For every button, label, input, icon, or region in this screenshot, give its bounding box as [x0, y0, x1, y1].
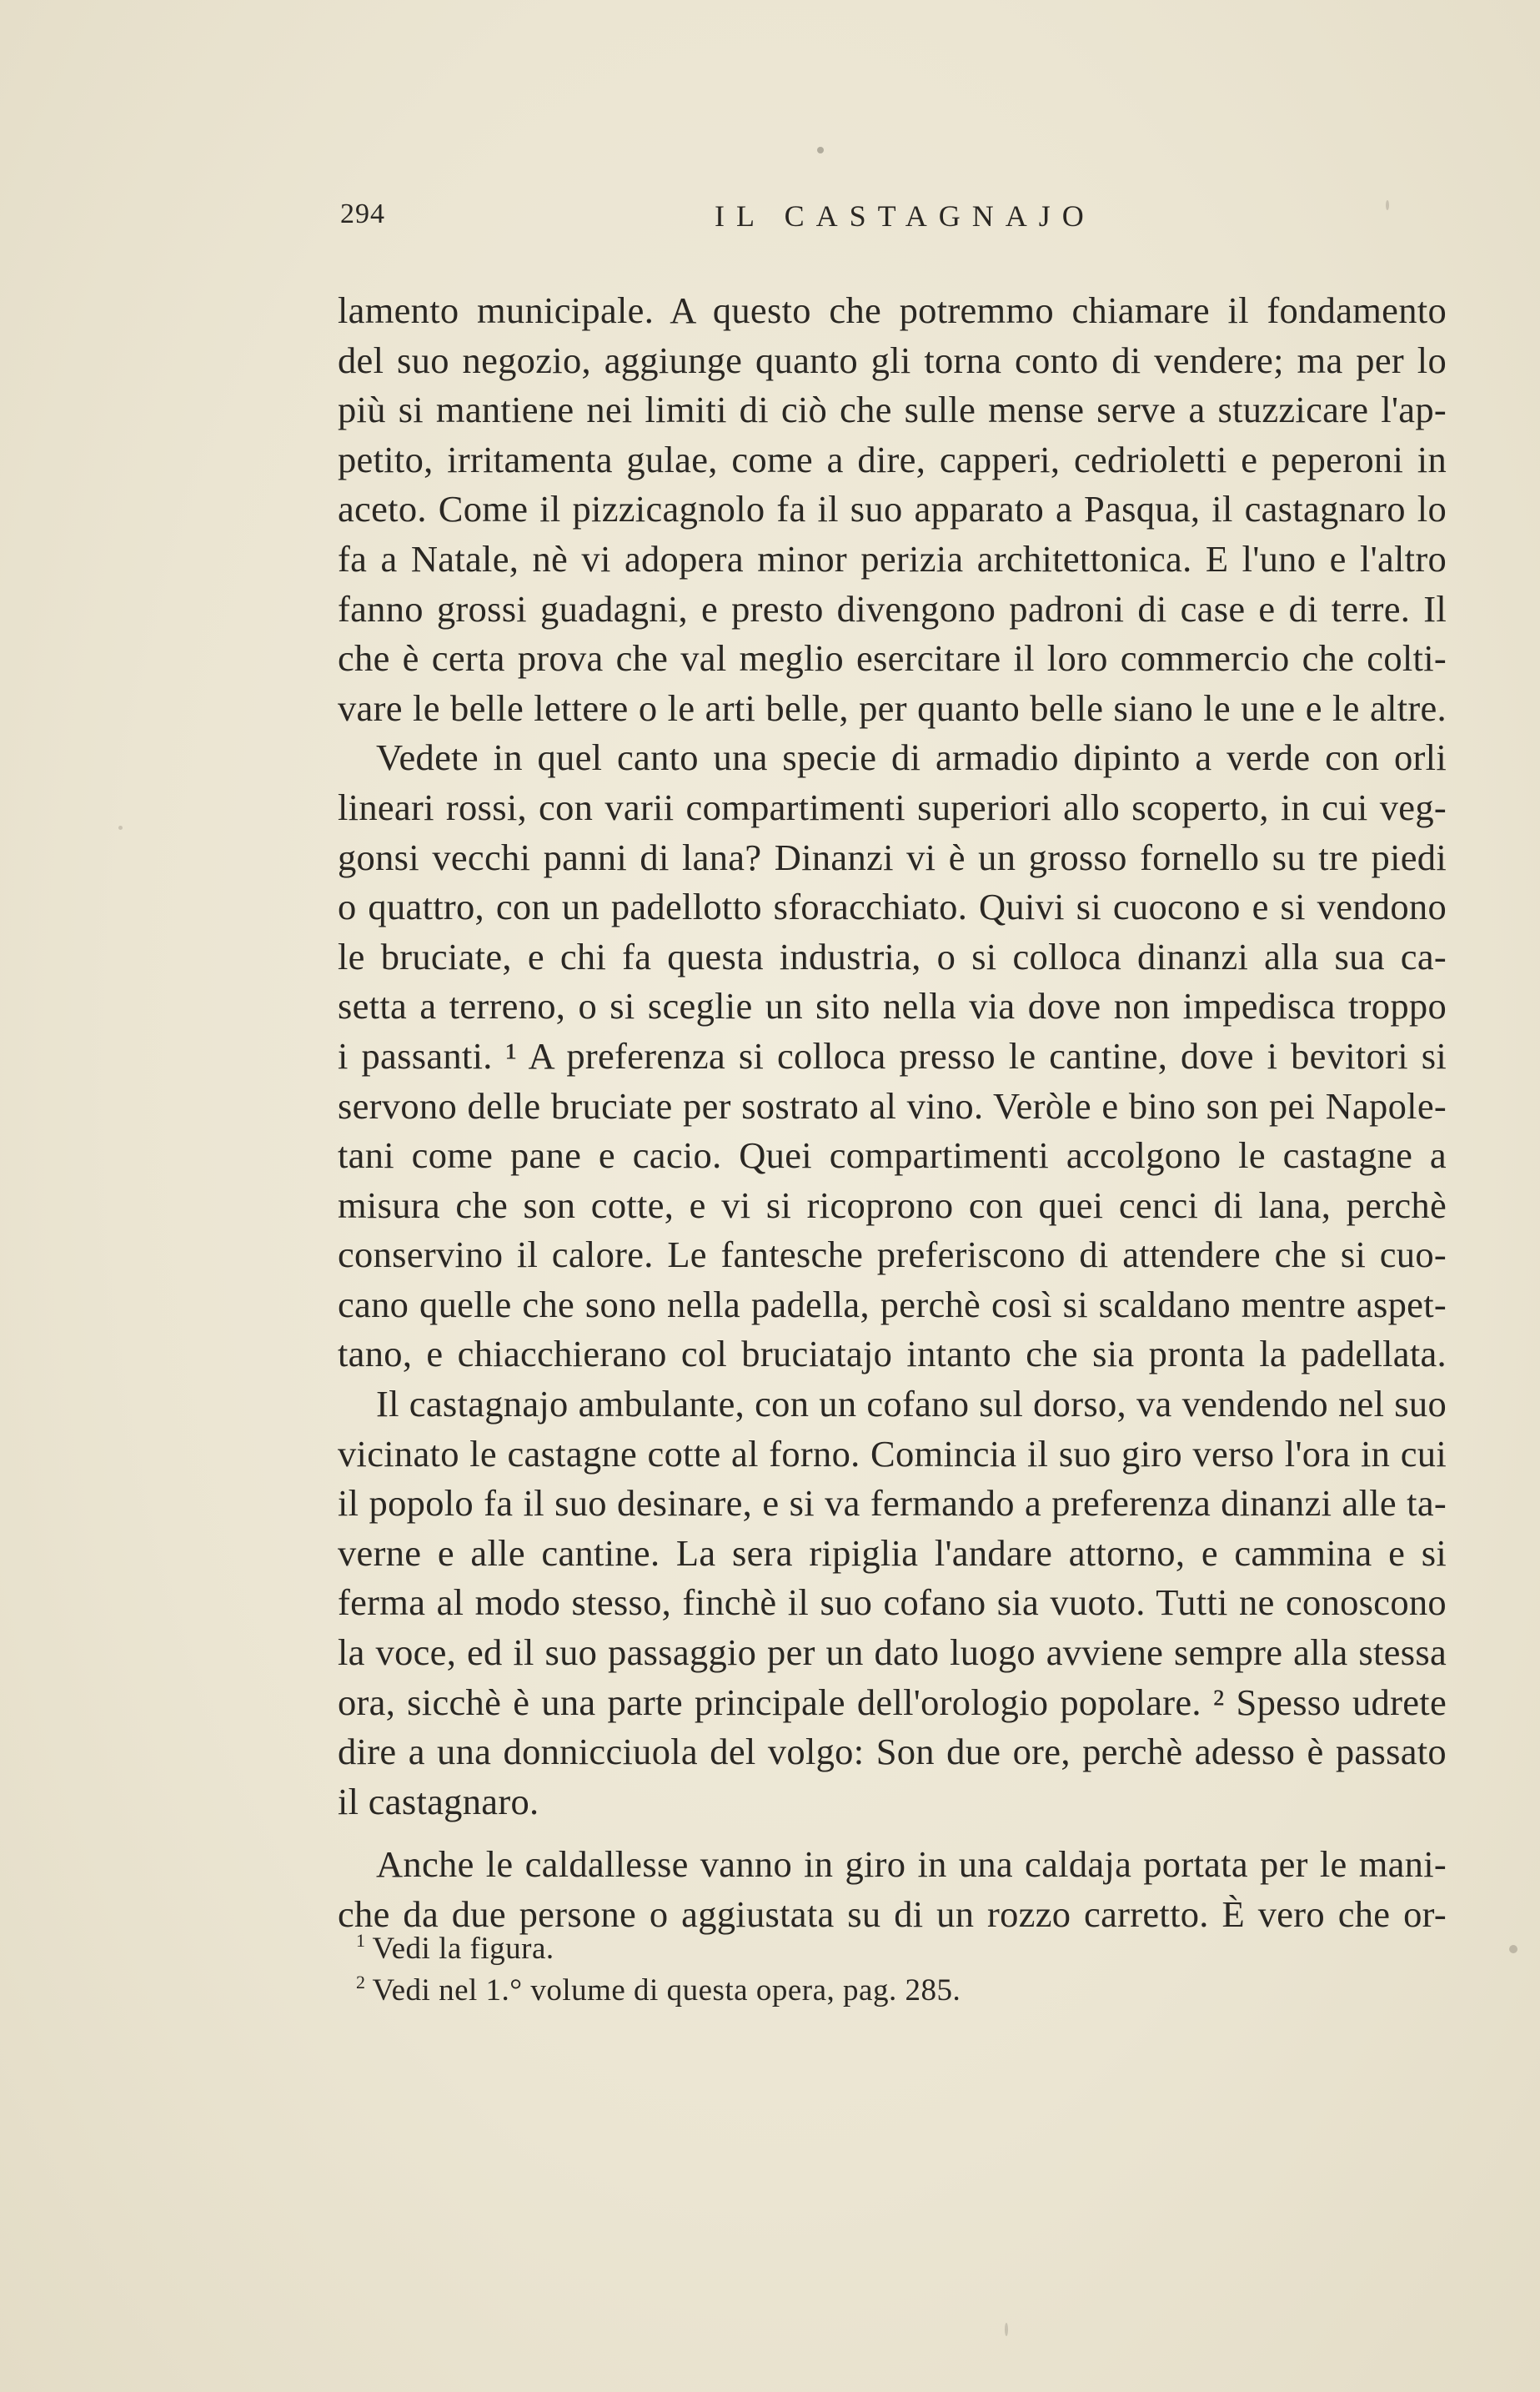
paper-speck [118, 826, 123, 830]
text-line: vicinato le castagne cotte al forno. Comincia il suo giro verso l'ora in cui [338, 1432, 1447, 1475]
footnote-text: Vedi la figura. [372, 1932, 554, 1966]
text-line: gonsi vecchi panni di lana? Dinanzi vi è un grosso fornello su tre piedi [338, 836, 1447, 878]
text-line: il popolo fa il suo desinare, e si va fermando a preferenza dinanzi alle ta- [338, 1482, 1447, 1525]
text-line: fanno grossi guadagni, e presto divengono padroni di case e di terre. Il [338, 587, 1447, 630]
footnote-mark: 2 [356, 1972, 366, 1992]
text-line: tano, e chiacchierano col bruciatajo intanto che sia pronta la padellata. [338, 1333, 1447, 1375]
text-line: aceto. Come il pizzicagnolo fa il suo apparato a Pasqua, il castagnaro lo [338, 488, 1447, 530]
text-line: il castagnaro. [338, 1780, 539, 1822]
text-line: Il castagnajo ambulante, con un cofano sul dorso, va vendendo nel suo [376, 1383, 1447, 1425]
text-line: la voce, ed il suo passaggio per un dato luogo avviene sempre alla stessa [338, 1631, 1447, 1674]
paragraph-3 [338, 1379, 1447, 1827]
paragraph-1 [338, 286, 1447, 733]
footnote-text: Vedi nel 1.° volume di questa opera, pag. 285. [372, 1973, 961, 2008]
text-line: conservino il calore. Le fantesche preferiscono di attendere che si cuo- [338, 1234, 1447, 1276]
text-line: Anche le caldallesse vanno in giro in una caldaja portata per le mani- [376, 1843, 1447, 1886]
text-line: che da due persone o aggiustata su di un rozzo carretto. È vero che or- [338, 1893, 1447, 1935]
paragraph-gap [338, 1827, 1447, 1840]
paper-speck [817, 147, 824, 153]
page-header [338, 198, 1171, 249]
text-line: Vedete in quel canto una specie di armadio dipinto a verde con orli [376, 736, 1447, 779]
text-line: che è certa prova che val meglio esercitare il loro commercio che colti- [338, 637, 1447, 680]
text-line: ora, sicchè è una parte principale dell'orologio popolare. ² Spesso udrete [338, 1681, 1447, 1723]
footnote-mark: 1 [356, 1930, 366, 1951]
text-line: servono delle bruciate per sostrato al vino. Veròle e bino son pei Napole- [338, 1084, 1447, 1127]
text-line: lineari rossi, con varii compartimenti superiori allo scoperto, in cui veg- [338, 786, 1447, 828]
text-line: dire a una donnicciuola del volgo: Son due ore, perchè adesso è passato [338, 1731, 1447, 1773]
paper-speck [1005, 2323, 1008, 2336]
paper-speck [1509, 1945, 1517, 1953]
footnote-1 [356, 1920, 1190, 1966]
footnotes [356, 1920, 1190, 2008]
text-line: cano quelle che sono nella padella, perchè così si scaldano mentre aspet- [338, 1283, 1447, 1325]
text-line: fa a Natale, nè vi adopera minor perizia architettonica. E l'uno e l'altro [338, 537, 1447, 580]
text-line: i passanti. ¹ A preferenza si colloca presso le cantine, dove i bevitori si [338, 1034, 1447, 1077]
text-line: petito, irritamenta gulae, come a dire, capperi, cedrioletti e peperoni in [338, 438, 1447, 480]
text-line: ferma al modo stesso, finchè il suo cofano sia vuoto. Tutti ne conoscono [338, 1581, 1447, 1624]
text-line: lamento municipale. A questo che potremmo chiamare il fondamento [338, 289, 1447, 331]
text-line: o quattro, con un padellotto sforacchiato. Quivi si cuocono e si vendono [338, 886, 1447, 928]
text-line: tani come pane e cacio. Quei compartimenti accolgono le castagne a [338, 1134, 1447, 1177]
footnote-2 [356, 1962, 1190, 2008]
text-line: più si mantiene nei limiti di ciò che sulle mense serve a stuzzicare l'ap- [338, 389, 1447, 431]
body-text [338, 286, 1447, 1940]
page-number: 294 [340, 198, 385, 229]
text-line: misura che son cotte, e vi si ricoprono con quei cenci di lana, perchè [338, 1183, 1447, 1226]
text-line: verne e alle cantine. La sera ripiglia l'andare attorno, e cammina e si [338, 1531, 1447, 1574]
paragraph-2 [338, 733, 1447, 1379]
text-line: setta a terreno, o si sceglie un sito nella via dove non impedisca troppo [338, 985, 1447, 1028]
running-title: IL CASTAGNAJO [715, 199, 1096, 233]
text-line: le bruciate, e chi fa questa industria, o si colloca dinanzi alla sua ca- [338, 935, 1447, 977]
text-line: del suo negozio, aggiunge quanto gli torna conto di vendere; ma per lo [338, 339, 1447, 381]
paper-speck [1386, 200, 1389, 210]
text-line: vare le belle lettere o le arti belle, per quanto belle siano le une e le altre. [338, 686, 1447, 729]
